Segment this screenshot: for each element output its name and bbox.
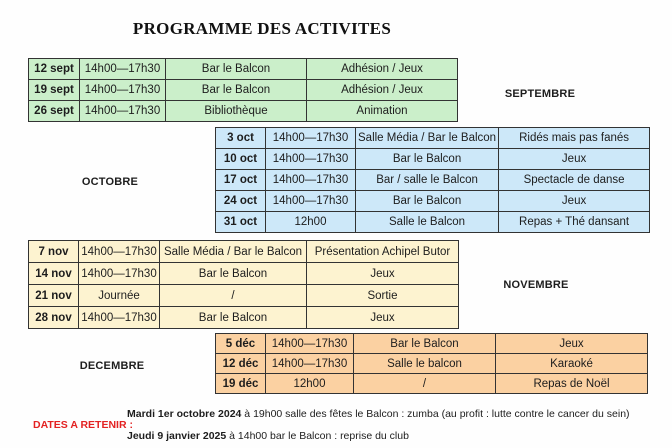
table-row — [29, 285, 459, 307]
date-cell: 31 oct — [216, 212, 266, 233]
table-row — [216, 354, 648, 374]
date-cell: 28 nov — [29, 307, 79, 329]
activity-cell: Ridés mais pas fanés — [499, 128, 650, 149]
activity-cell: Adhésion / Jeux — [307, 59, 458, 80]
activity-cell: Jeux — [307, 263, 459, 285]
date-cell: 3 oct — [216, 128, 266, 149]
time-cell: 14h00—17h30 — [266, 149, 356, 170]
table-row — [29, 263, 459, 285]
time-cell: 14h00—17h30 — [266, 128, 356, 149]
footer-note-text: à 14h00 bar le Balcon : reprise du club — [226, 430, 409, 442]
activity-cell: Spectacle de danse — [499, 170, 650, 191]
november-table — [28, 240, 459, 329]
december-table — [215, 333, 648, 394]
table-row — [29, 241, 459, 263]
place-cell: Salle Média / Bar le Balcon — [160, 241, 307, 263]
date-cell: 14 nov — [29, 263, 79, 285]
place-cell: Bar / salle le Balcon — [356, 170, 499, 191]
time-cell: 14h00—17h30 — [80, 59, 166, 80]
activity-cell: Jeux — [307, 307, 459, 329]
month-label-december: DECEMBRE — [79, 360, 145, 372]
time-cell: 14h00—17h30 — [79, 307, 160, 329]
footer-note — [127, 408, 630, 420]
table-row — [216, 334, 648, 354]
date-cell: 12 déc — [216, 354, 266, 374]
footer-note — [127, 430, 409, 442]
date-cell: 21 nov — [29, 285, 79, 307]
time-cell: 14h00—17h30 — [266, 354, 354, 374]
place-cell: Salle le balcon — [354, 354, 496, 374]
table-row — [216, 374, 648, 394]
activity-cell: Présentation Achipel Butor — [307, 241, 459, 263]
time-cell: 12h00 — [266, 212, 356, 233]
table-row — [216, 170, 650, 191]
time-cell: 14h00—17h30 — [80, 80, 166, 101]
activity-cell: Adhésion / Jeux — [307, 80, 458, 101]
time-cell: 14h00—17h30 — [266, 170, 356, 191]
place-cell: / — [160, 285, 307, 307]
place-cell: Bar le Balcon — [166, 59, 307, 80]
place-cell: Bar le Balcon — [160, 307, 307, 329]
date-cell: 5 déc — [216, 334, 266, 354]
table-row — [29, 59, 458, 80]
table-row — [216, 128, 650, 149]
activity-cell: Animation — [307, 101, 458, 122]
time-cell: 12h00 — [266, 374, 354, 394]
footer-note-date: Mardi 1er octobre 2024 — [127, 408, 242, 420]
time-cell: 14h00—17h30 — [79, 263, 160, 285]
october-table — [215, 127, 650, 233]
date-cell: 26 sept — [29, 101, 80, 122]
page-title: PROGRAMME DES ACTIVITES — [132, 19, 392, 38]
activity-cell: Jeux — [499, 191, 650, 212]
table-row — [216, 212, 650, 233]
september-table — [28, 58, 458, 122]
footer-note-text: à 19h00 salle des fêtes le Balcon : zumba (au profit : lutte contre le cancer du sein) — [241, 408, 630, 420]
month-label-october: OCTOBRE — [81, 176, 139, 188]
place-cell: Bar le Balcon — [160, 263, 307, 285]
activity-cell: Jeux — [496, 334, 648, 354]
activity-cell: Repas de Noël — [496, 374, 648, 394]
table-row — [216, 149, 650, 170]
time-cell: Journée — [79, 285, 160, 307]
date-cell: 24 oct — [216, 191, 266, 212]
time-cell: 14h00—17h30 — [266, 334, 354, 354]
date-cell: 12 sept — [29, 59, 80, 80]
table-row — [216, 191, 650, 212]
date-cell: 7 nov — [29, 241, 79, 263]
date-cell: 19 déc — [216, 374, 266, 394]
place-cell: Bar le Balcon — [356, 149, 499, 170]
table-row — [29, 80, 458, 101]
date-cell: 17 oct — [216, 170, 266, 191]
time-cell: 14h00—17h30 — [80, 101, 166, 122]
dates-a-retenir-label: DATES A RETENIR : — [33, 419, 133, 431]
time-cell: 14h00—17h30 — [79, 241, 160, 263]
place-cell: Bar le Balcon — [354, 334, 496, 354]
place-cell: Salle le Balcon — [356, 212, 499, 233]
table-row — [29, 307, 459, 329]
activity-cell: Sortie — [307, 285, 459, 307]
activity-cell: Jeux — [499, 149, 650, 170]
table-row — [29, 101, 458, 122]
date-cell: 10 oct — [216, 149, 266, 170]
place-cell: Bibliothèque — [166, 101, 307, 122]
month-label-september: SEPTEMBRE — [504, 88, 576, 100]
time-cell: 14h00—17h30 — [266, 191, 356, 212]
activity-cell: Karaoké — [496, 354, 648, 374]
place-cell: Bar le Balcon — [166, 80, 307, 101]
date-cell: 19 sept — [29, 80, 80, 101]
footer-note-date: Jeudi 9 janvier 2025 — [127, 430, 227, 442]
activity-cell: Repas + Thé dansant — [499, 212, 650, 233]
month-label-november: NOVEMBRE — [503, 279, 569, 291]
place-cell: Salle Média / Bar le Balcon — [356, 128, 499, 149]
place-cell: / — [354, 374, 496, 394]
place-cell: Bar le Balcon — [356, 191, 499, 212]
